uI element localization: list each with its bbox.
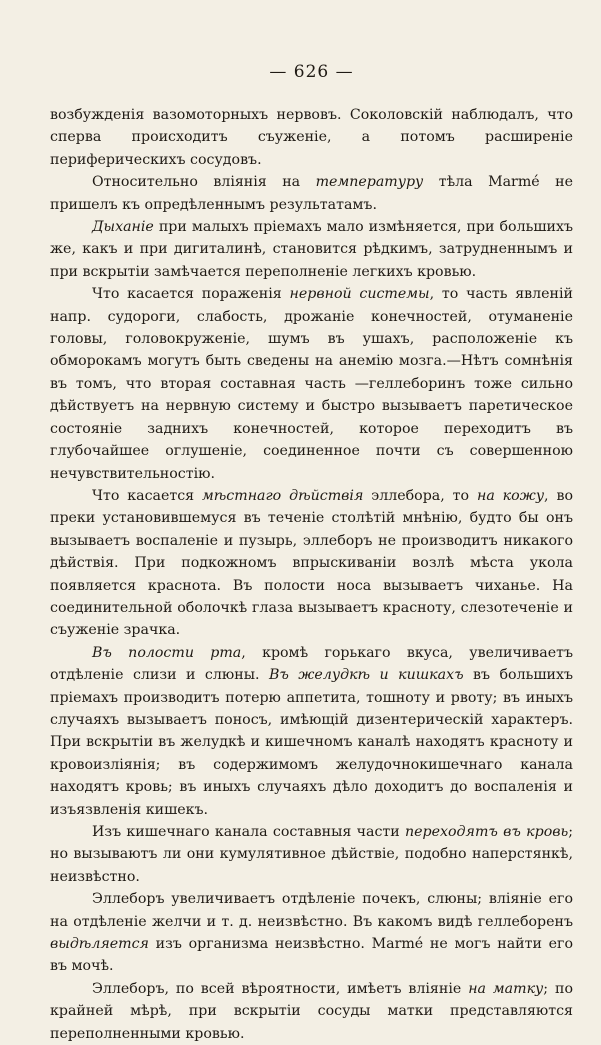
paragraph-9 [50, 978, 573, 1045]
text-run: Что касается пораженія [92, 286, 290, 303]
text-run: Относительно вліянія на [92, 174, 316, 191]
emphasis-breathing: Дыханіе [92, 219, 154, 236]
emphasis-mouth: Въ полости рта [92, 644, 242, 661]
paragraph-8 [50, 888, 573, 978]
text-run: , во преки установившемуся въ теченіе столѣтій мнѣнію, будто бы онъ вызываетъ воспаленіе и пузырь, эллеборъ не производитъ никакого дѣйствія. При подкожномъ впрыскиваніи возлѣ мѣста укола появляется краснота. Въ полости носа вызываетъ чиханье. На соединительной оболочкѣ глаза вызываетъ красноту, слезотеченіе и съуженіе зрачка. [50, 487, 573, 639]
paragraph-7 [50, 821, 573, 888]
page-number: — 626 — [269, 62, 354, 82]
text-run: возбужденія вазомоторныхъ нервовъ. Соколовскій наблюдалъ, что сперва происходитъ съуженіе, а потомъ расширеніе периферическихъ сосудовъ. [50, 107, 573, 168]
paragraph-5 [50, 485, 573, 642]
text-run: въ большихъ пріемахъ производитъ потерю аппетита, тошноту и рвоту; въ иныхъ случаяхъ вызываетъ поносъ, имѣющій дизентерическій характеръ. При вскрытіи въ желудкѣ и кишечномъ каналѣ находятъ красноту и кровоизліянія; въ содержимомъ желудочнокишечнаго канала находятъ кровь; въ иныхъ случаяхъ дѣло доходитъ до воспаленія и изъязвленія кишекъ. [50, 667, 573, 818]
emphasis-blood: переходятъ въ кровь [405, 824, 569, 840]
text-run: Эллеборъ увеличиваетъ отдѣленіе почекъ, слюны; вліяніе его на отдѣленіе желчи и т. д. неизвѣстно. Въ какомъ видѣ геллеборенъ [50, 891, 573, 930]
paragraph-6 [50, 642, 573, 821]
text-run: Что касается [92, 487, 203, 504]
text-run: , то часть явленій напр. судороги, слабость, дрожаніе конечностей, отуманеніе головы, головокруженіе, шумъ въ ушахъ, расположеніе къ обморокамъ могутъ быть сведены на анемію мозга.—Нѣтъ сомнѣнія въ томъ, что вторая составная часть —геллеборинъ тоже сильно дѣйствуетъ на нервную систему и быстро вызываетъ паретическое состояніе заднихъ конечностей, которое переходитъ въ глубочайшее оглушеніе, соединенное почти съ совершенною нечувствительностію. [50, 286, 574, 482]
text-run: Эллеборъ, по всей вѣроятности, имѣетъ вліяніе [92, 980, 469, 997]
text-run: ; но вызываютъ ли они кумулятивное дѣйствіе, подобно наперстянкѣ, неизвѣстно. [50, 824, 573, 885]
emphasis-nervous-system: нервной системы [289, 286, 430, 303]
emphasis-stomach: Въ желудкѣ и кишкахъ [268, 667, 464, 684]
text-run: ; по крайней мѣрѣ, при вскрытіи сосуды матки представляются переполненными кровью. [50, 980, 573, 1042]
emphasis-uterus: на матку [468, 980, 544, 997]
emphasis-excretion: выдѣляется [50, 936, 149, 953]
paragraph-2 [50, 171, 573, 216]
text-run: тѣла Marmé не пришелъ къ опредѣленнымъ результатамъ. [50, 174, 573, 213]
paragraph-1 [50, 104, 573, 171]
text-run: Изъ кишечнаго канала составныя части [92, 824, 405, 840]
emphasis-temperature: температуру [315, 174, 424, 191]
paragraph-4 [50, 283, 573, 485]
emphasis-local-action: мѣстнаго дѣйствія [202, 487, 364, 504]
paragraph-3 [50, 216, 573, 283]
text-run: , кромѣ горькаго вкуса, увеличиваетъ отдѣленіе слизи и слюны. [50, 644, 573, 684]
text-run: изъ организма неизвѣстно. Marmé не могъ найти его въ мочѣ. [50, 936, 573, 975]
emphasis-skin: на кожу [476, 487, 545, 504]
text-run: эллебора, то [363, 487, 477, 504]
text-run: при малыхъ пріемахъ мало измѣняется, при большихъ же, какъ и при дигиталинѣ, становится рѣдкимъ, затрудненнымъ и при вскрытіи замѣчается переполненіе легкихъ кровью. [50, 219, 573, 280]
